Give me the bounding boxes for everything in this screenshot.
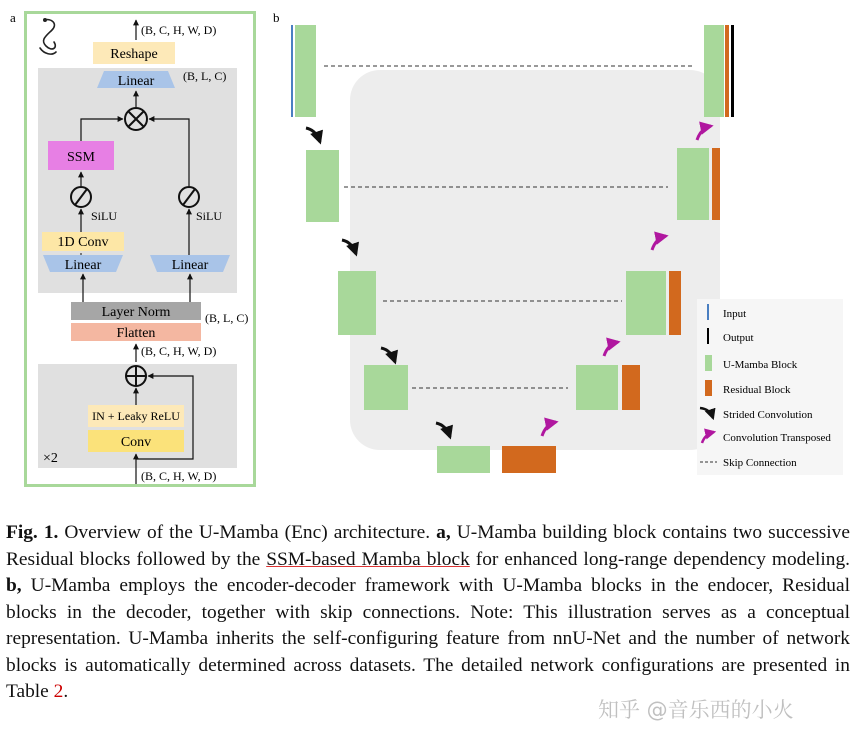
linear-left-label: Linear <box>64 258 102 273</box>
caption-seg1: Overview of the U-Mamba (Enc) architecture. <box>58 522 437 543</box>
bottleneck-block <box>437 446 490 473</box>
legend-output-label: Output <box>723 332 754 344</box>
encoder-block-3 <box>338 271 376 335</box>
table-ref-link[interactable]: 2 <box>53 681 64 702</box>
dim-blc-top: (B, L, C) <box>183 69 227 83</box>
silu-right-label: SiLU <box>196 209 223 223</box>
figure-caption <box>6 520 850 706</box>
silu-left-label: SiLU <box>91 209 118 223</box>
caption-underlined: SSM-based Mamba block <box>266 548 470 570</box>
decoder-residual-4 <box>622 365 640 410</box>
legend-transposed-label: Convolution Transposed <box>723 432 831 444</box>
decoder-block-1 <box>704 25 724 117</box>
decoder-residual-1 <box>725 25 729 117</box>
caption-a: a, <box>436 522 451 543</box>
legend-skip-label: Skip Connection <box>723 457 797 469</box>
conv1d-label: 1D Conv <box>57 235 109 250</box>
flatten-label: Flatten <box>116 326 156 341</box>
strided-conv-arrow-1 <box>306 128 320 142</box>
decoder-residual-2 <box>712 148 720 220</box>
bottleneck-residual <box>502 446 556 473</box>
legend-umamba-swatch <box>705 355 712 371</box>
layer-norm-label: Layer Norm <box>101 305 171 320</box>
caption-seg3: for enhanced long-range dependency modeling. <box>469 548 850 570</box>
legend-residual-swatch <box>705 380 712 396</box>
legend-umamba-label: U-Mamba Block <box>723 359 798 371</box>
output-strip <box>731 25 734 117</box>
decoder-block-2 <box>677 148 709 220</box>
input-strip <box>291 25 293 117</box>
legend-input-label: Input <box>723 308 747 320</box>
panel-a-label: a <box>10 10 16 25</box>
ssm-label: SSM <box>66 150 96 165</box>
decoder-block-3 <box>626 271 666 335</box>
reshape-label: Reshape <box>110 47 158 62</box>
linear-top-label: Linear <box>117 74 155 89</box>
dim-top: (B, C, H, W, D) <box>141 23 217 37</box>
caption-seg5: . <box>63 681 69 702</box>
watermark: 知乎 @音乐西的小火 <box>598 698 794 722</box>
legend-strided-label: Strided Convolution <box>723 409 813 421</box>
conv-label: Conv <box>120 435 152 450</box>
caption-seg2: U-Mamba building block contains two successive Residual blocks followed by the <box>6 522 850 570</box>
legend-input-swatch <box>707 304 709 320</box>
panel-b-label: b <box>273 10 280 25</box>
caption-fig-label: Fig. 1. <box>6 522 59 543</box>
caption-seg4: U-Mamba employs the encoder-decoder framework with U-Mamba blocks in the endocer, Residual blocks in the decoder, together with skip connections. Note: This illustration serves as a conceptual representation. U-Mamba inherits the self-configuring feature from nnU-Net and the number of network blocks is automatically determined across datasets. The detailed network configurations are presented in Table <box>6 575 850 702</box>
dim-mid: (B, C, H, W, D) <box>141 344 217 358</box>
in-leaky-label: IN + Leaky ReLU <box>92 409 180 423</box>
times-two-label: ×2 <box>43 451 58 466</box>
encoder-block-2 <box>306 150 339 222</box>
caption-b: b, <box>6 575 22 596</box>
legend-output-swatch <box>707 328 709 344</box>
dim-blc-flatten: (B, L, C) <box>205 311 249 325</box>
decoder-block-4 <box>576 365 618 410</box>
legend-residual-label: Residual Block <box>723 384 791 396</box>
decoder-residual-3 <box>669 271 681 335</box>
encoder-block-4 <box>364 365 408 410</box>
linear-right-label: Linear <box>171 258 209 273</box>
dim-bottom: (B, C, H, W, D) <box>141 469 217 483</box>
legend <box>697 299 843 475</box>
encoder-block-1 <box>295 25 316 117</box>
